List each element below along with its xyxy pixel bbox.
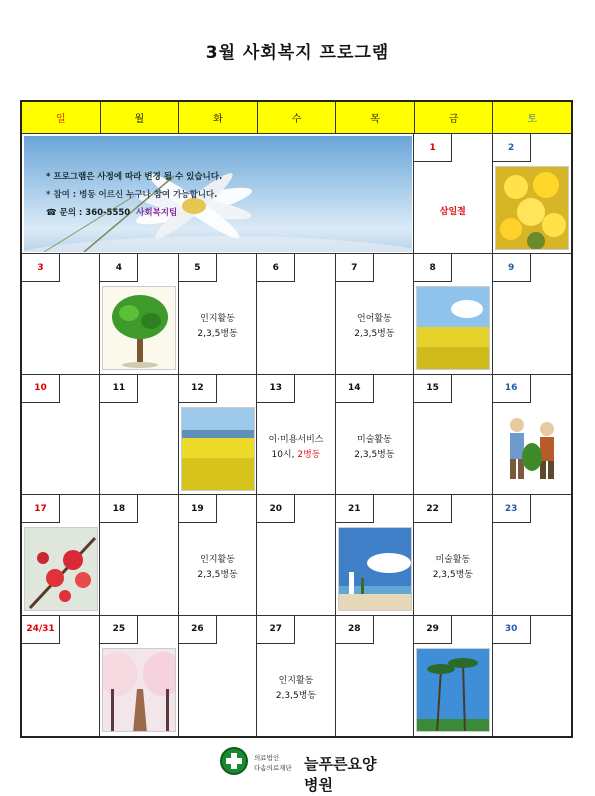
page-title: 3월 사회복지 프로그램: [205, 43, 390, 63]
day-cell: [336, 375, 414, 495]
day-number: 17: [22, 495, 60, 523]
day-cell: [414, 254, 492, 374]
day-cell: [493, 134, 571, 254]
day-number: 25: [100, 616, 138, 644]
activity: 인지활동 2,3,5병동: [275, 675, 317, 701]
day-number: 1: [414, 134, 452, 162]
day-cell: [22, 254, 100, 374]
notice-line-1: * 프로그램은 사정에 따라 변경 될 수 있습니다.: [46, 172, 223, 182]
day-cell: [22, 375, 100, 495]
day-cell: [493, 375, 571, 495]
day-cell: [493, 254, 571, 374]
day-number: 18: [100, 495, 138, 523]
weekday-fri: 금: [415, 102, 494, 134]
day-number: 15: [414, 375, 452, 403]
weekday-header: [22, 102, 571, 134]
day-number: 13: [257, 375, 295, 403]
notice-line-2: * 참여 : 병동 어르신 누구나 참여 가능합니다.: [46, 190, 218, 200]
day-cell: [22, 616, 100, 736]
day-number: 6: [257, 254, 295, 282]
day-cell: [257, 254, 335, 374]
notice-banner: [24, 136, 412, 252]
day-number: 16: [493, 375, 531, 403]
day-cell: [100, 616, 178, 736]
activity: 인지활동 2,3,5병동: [197, 314, 238, 340]
day-cell: [414, 134, 492, 254]
tree-image: [102, 286, 176, 370]
cherry-blossom-path-image: [102, 648, 176, 732]
hospital-name: 늘푸른요양병원: [304, 755, 377, 794]
activity: 미술활동 2,3,5병동: [432, 555, 473, 581]
day-cell: [336, 254, 414, 374]
org-label-2: 다솜의료재단: [254, 764, 292, 772]
day-cell: [257, 495, 335, 615]
day-number: 2: [493, 134, 531, 162]
calendar-grid: [22, 134, 571, 736]
day-cell: [257, 375, 335, 495]
day-cell: [179, 495, 257, 615]
day-cell: [493, 495, 571, 615]
day-cell: [414, 616, 492, 736]
day-number: 12: [179, 375, 217, 403]
weekday-thu: 목: [336, 102, 415, 134]
activity: 인지활동 2,3,5병동: [197, 555, 238, 581]
day-number: 20: [257, 495, 295, 523]
day-number: 29: [414, 616, 452, 644]
day-number: 9: [493, 254, 531, 282]
day-number: 26: [179, 616, 217, 644]
day-number: 5: [179, 254, 217, 282]
day-cell: [414, 495, 492, 615]
day-number: 8: [414, 254, 452, 282]
day-number: 4: [100, 254, 138, 282]
day-cell: [22, 495, 100, 615]
notice-line-3: ☎ 문의 : 360-5550 사회복지팀: [46, 208, 178, 218]
day-cell: [336, 495, 414, 615]
day-cell: [100, 254, 178, 374]
day-cell: [179, 616, 257, 736]
weekday-sat: 토: [493, 102, 571, 134]
day-number: 19: [179, 495, 217, 523]
weekday-sun: 일: [22, 102, 101, 134]
day-number: 28: [336, 616, 374, 644]
daffodil-image: [495, 166, 569, 250]
day-number: 23: [493, 495, 531, 523]
notice-banner-cell: [22, 134, 414, 254]
day-cell: [493, 616, 571, 736]
calendar: [20, 100, 573, 738]
day-number: 22: [414, 495, 452, 523]
day-cell: [257, 616, 335, 736]
day-cell: [336, 616, 414, 736]
weekday-mon: 월: [101, 102, 180, 134]
day-cell: [100, 495, 178, 615]
org-label-1: 의료법인: [254, 754, 280, 762]
canola-field-image: [416, 286, 490, 370]
activity: 언어활동 2,3,5병동: [354, 314, 395, 340]
plum-blossom-image: [24, 527, 98, 611]
day-cell: [100, 375, 178, 495]
hospital-footer: [220, 745, 390, 794]
day-number: 27: [257, 616, 295, 644]
gardeners-illustration: [495, 407, 569, 491]
day-number: 7: [336, 254, 374, 282]
day-number: 10: [22, 375, 60, 403]
activity: 미술활동 2,3,5병동: [354, 434, 395, 460]
canola-coast-image: [181, 407, 255, 491]
weekday-tue: 화: [179, 102, 258, 134]
holiday-label: 삼일절: [439, 207, 466, 217]
day-cell: [179, 254, 257, 374]
weekday-wed: 수: [258, 102, 337, 134]
day-number: 24/31: [22, 616, 60, 644]
day-cell: [414, 375, 492, 495]
day-number: 3: [22, 254, 60, 282]
day-number: 11: [100, 375, 138, 403]
day-number: 21: [336, 495, 374, 523]
day-cell: [179, 375, 257, 495]
activity: 이·미용서비스 10시, 2병동: [268, 434, 324, 460]
lighthouse-beach-image: [338, 527, 412, 611]
day-number: 30: [493, 616, 531, 644]
palm-trees-image: [416, 648, 490, 732]
hospital-logo-icon: [220, 747, 248, 775]
day-number: 14: [336, 375, 374, 403]
